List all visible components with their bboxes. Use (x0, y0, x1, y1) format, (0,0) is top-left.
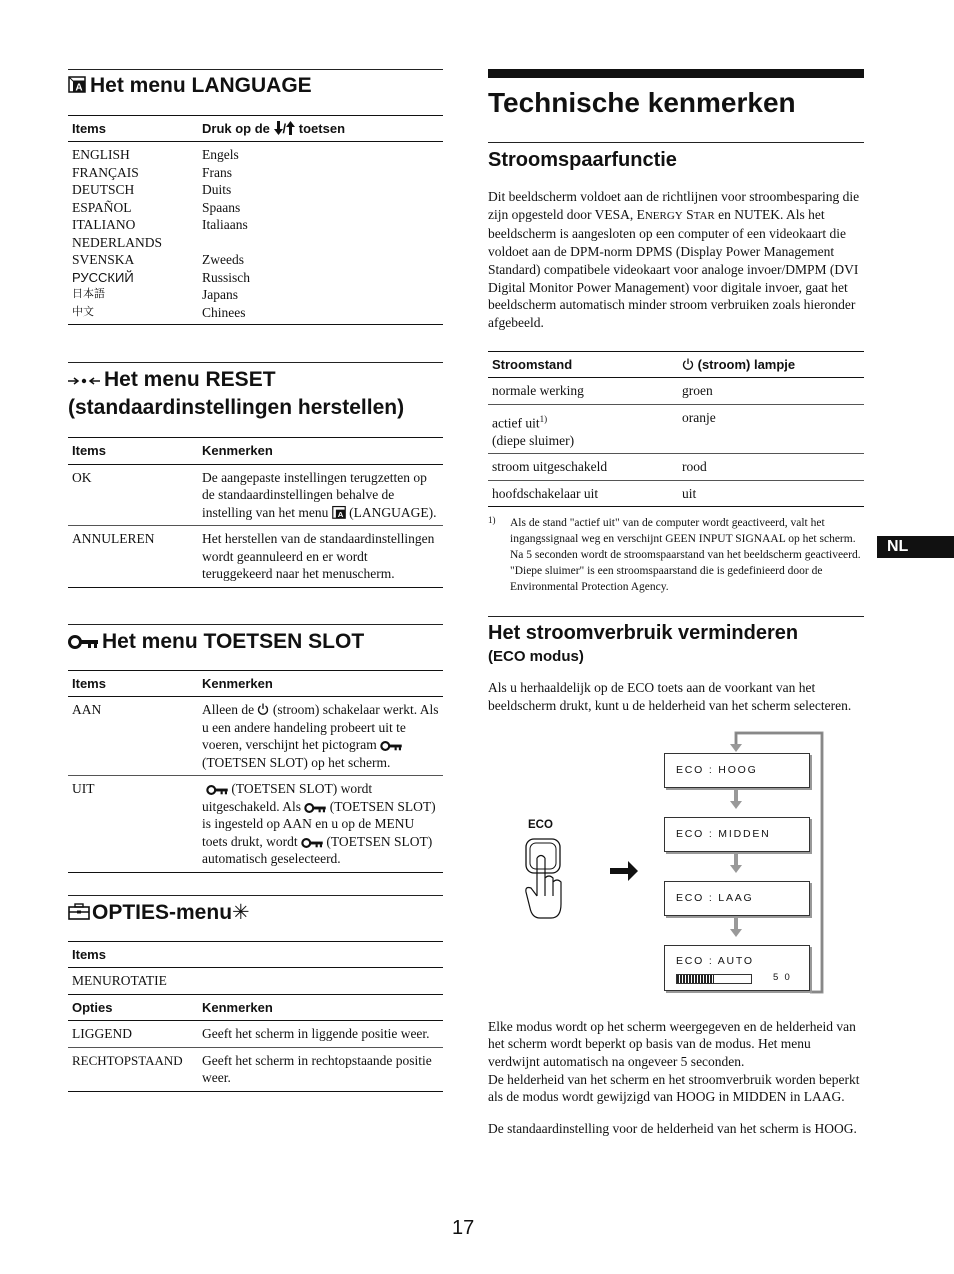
lock-title: Het menu TOETSEN SLOT (102, 629, 365, 653)
reset-title-line1: Het menu RESET (104, 368, 276, 392)
page-number: 17 (452, 1217, 475, 1239)
eco-mode-box (664, 881, 810, 916)
page-title: Technische kenmerken (488, 87, 796, 118)
language-item: РУССКИЙ (72, 269, 134, 285)
language-table (68, 115, 443, 326)
table-row (488, 480, 864, 507)
options-feature: Geeft het scherm in rechtopstaande positie weer. (198, 1047, 443, 1091)
table-row (68, 526, 443, 588)
language-item: ESPAÑOL (72, 199, 132, 215)
eco-after-1: Elke modus wordt op het scherm weergegeven en de helderheid van het scherm wordt beperkt op basis van de modus. Het menu verdwijnt automatisch na ongeveer 5 seconden. (488, 1018, 856, 1069)
lock-uit-text-b: (TOETSEN SLOT) is ingesteld op AAN en u op de MENU toets drukt, wordt (202, 798, 436, 849)
language-meaning: Engels (202, 147, 239, 163)
options-feature: Geeft het scherm in liggende positie weer. (198, 1021, 443, 1048)
lock-section (68, 624, 443, 873)
language-col-action-post: toetsen (298, 120, 346, 136)
options-table (68, 941, 443, 1092)
power-col-lamp (678, 351, 864, 378)
eco-subheading: (ECO modus) (488, 648, 584, 666)
reset-ok-text-a: De aangepaste instellingen terugzetten op de standaardinstellingen behalve de instelling van het menu (202, 469, 427, 520)
power-saving-heading: Stroomspaarfunctie (488, 149, 677, 171)
lock-uit-desc (198, 776, 443, 873)
power-col-lamp-label: (stroom) lampje (697, 356, 796, 372)
reset-cancel-item: ANNULEREN (68, 526, 198, 588)
eco-auto-value: 5 0 (773, 971, 792, 983)
power-mode (488, 404, 678, 454)
table-row (68, 776, 443, 873)
asterisk-icon: ✳ (232, 900, 250, 924)
power-mode: hoofdschakelaar uit (488, 480, 678, 507)
lock-heading (68, 628, 443, 656)
language-meaning: Japans (202, 287, 238, 303)
language-item: ENGLISH (72, 147, 130, 163)
power-mode-table (488, 351, 864, 508)
eco-mode-label: ECO : LAAG (676, 891, 754, 904)
options-col-features: Kenmerken (198, 994, 443, 1021)
power-icon (257, 703, 269, 716)
table-row (68, 1047, 443, 1091)
table-row (488, 378, 864, 405)
key-lock-icon (206, 785, 228, 795)
eco-default-note: De standaardinstelling voor de helderheid van het scherm is HOOG. (488, 1121, 857, 1137)
reset-ok-text-b: (LANGUAGE). (349, 504, 437, 520)
power-icon (682, 358, 694, 371)
reset-icon (68, 367, 100, 394)
table-row (68, 968, 443, 995)
reset-ok-item: OK (68, 464, 198, 526)
language-meaning: Frans (202, 164, 232, 180)
reset-ok-desc (198, 464, 443, 526)
power-mode-text-2: (diepe sluimer) (492, 432, 575, 448)
language-title: Het menu LANGUAGE (90, 74, 312, 97)
down-arrow-icon (274, 121, 283, 135)
language-col-action: Druk op de / toetsen (198, 115, 443, 142)
lock-table (68, 670, 443, 873)
lock-col-features: Kenmerken (198, 670, 443, 697)
power-mode: normale werking (488, 378, 678, 405)
lock-uit-text-a: (TOETSEN SLOT) wordt uitgeschakeld. Als (202, 781, 373, 814)
language-meaning: Italiaans (202, 217, 248, 233)
reset-section (68, 362, 443, 587)
language-heading (68, 72, 443, 100)
eco-auto-bar-fill (677, 975, 714, 983)
language-item: NEDERLANDS (72, 234, 162, 250)
key-lock-icon (301, 838, 323, 848)
lock-aan-item: AAN (68, 697, 198, 776)
language-menu-icon (68, 73, 86, 100)
table-row (68, 1021, 443, 1048)
power-lamp: oranje (678, 404, 864, 454)
language-col-action-pre: Druk op de (202, 120, 270, 136)
power-col-mode: Stroomstand (488, 351, 678, 378)
footnote-text-2: "Diepe sluimer" is een stroomspaarstand die is gedefinieerd door de Environmental Protection Agency. (510, 565, 823, 594)
eco-mode-box (664, 753, 810, 788)
eco-mode-box (664, 945, 810, 991)
svg-text:A: A (75, 82, 83, 93)
intro-text-a: Dit beeldscherm voldoet aan de richtlijnen voor stroombesparing die zijn opgesteld door VESA, E (488, 189, 860, 222)
reset-cancel-desc: Het herstellen van de standaardinstellingen wordt geannuleerd en er wordt teruggekeerd naar het menuscherm. (198, 526, 443, 588)
reset-table (68, 437, 443, 588)
toolbox-icon (68, 900, 90, 927)
language-meaning: Chinees (202, 304, 246, 320)
intro-star: TAR (693, 209, 715, 222)
language-item: 日本語 (72, 288, 105, 301)
options-heading (68, 899, 443, 927)
reset-col-features: Kenmerken (198, 438, 443, 465)
eco-mode-label: ECO : AUTO (676, 954, 754, 967)
footnote-mark: 1) (488, 515, 496, 526)
right-column (488, 69, 864, 1138)
eco-after-2: De helderheid van het scherm en het stroomverbruik worden beperkt als de modus wordt gewijzigd van HOOG in MIDDEN in LAAG. (488, 1071, 860, 1105)
lock-col-items: Items (68, 670, 198, 697)
intro-text-b: en NUTEK. Als het beeldscherm is aangesloten op een computer of een videokaart die voldoet aan de DPM-norm DPMS (Display Power Management Standard) compatibele videokaart voor analoge invoer/DMPM (DVI Digital Monitor Power Management) voor digitale invoer, gaat het beeldscherm automatisch minder stroom verbruiken zoals hieronder afgebeeld. (488, 206, 859, 330)
language-meaning: Zweeds (202, 252, 244, 268)
language-meaning: Russisch (202, 269, 251, 285)
power-saving-intro (488, 188, 864, 332)
language-meaning: Spaans (202, 199, 241, 215)
language-items-cell (68, 142, 198, 325)
options-col-options: Opties (68, 994, 198, 1021)
language-meaning: Duits (202, 182, 232, 198)
svg-text:A: A (337, 509, 344, 519)
power-lamp: uit (678, 480, 864, 507)
left-column (68, 69, 443, 1092)
up-arrow-icon (286, 121, 295, 135)
options-section (68, 895, 443, 1092)
language-item: ITALIANO (72, 217, 136, 233)
footnote-ref: 1) (539, 413, 548, 424)
footnote (488, 515, 864, 595)
lock-aan-text-b: (stroom) schakelaar werkt. Als u een andere handeling probeert uit te voeren, verschijnt het pictogram (202, 702, 439, 753)
lock-uit-text-c: (TOETSEN SLOT) automatisch geselecteerd. (202, 833, 433, 867)
language-meanings-cell (198, 142, 443, 325)
language-menu-icon (332, 505, 346, 519)
table-row (68, 697, 443, 776)
footnote-text-1: Als de stand "actief uit" van de computer wordt geactiveerd, valt het ingangssignaal weg en verschijnt GEEN INPUT SIGNAAL op het scherm. Na 5 seconden wordt de stroomspaarstand van het beeldscherm geactiveerd. (510, 517, 861, 562)
power-mode: stroom uitgeschakeld (488, 454, 678, 481)
eco-section (488, 616, 864, 1138)
language-item: DEUTSCH (72, 182, 135, 198)
reset-title-line2: (standaardinstellingen herstellen) (68, 396, 405, 420)
options-option: RECHTOPSTAAND (68, 1047, 198, 1091)
language-tab: NL (877, 536, 954, 558)
language-item: 中文 (72, 305, 94, 318)
options-menu-rotation: MENUROTATIE (72, 973, 167, 989)
intro-s: S (682, 206, 694, 222)
eco-heading: Het stroomverbruik verminderen (488, 622, 799, 645)
options-title: OPTIES-menu (92, 900, 233, 924)
eco-intro: Als u herhaaldelijk op de ECO toets aan de voorkant van het beeldscherm drukt, kunt u de helderheid van het scherm selecteren. (488, 680, 852, 713)
table-row (488, 454, 864, 481)
reset-col-items: Items (68, 438, 198, 465)
power-saving-section (488, 142, 864, 595)
lock-aan-text-c: (TOETSEN SLOT) op het scherm. (202, 754, 391, 770)
power-lamp: groen (678, 378, 864, 405)
key-lock-icon (304, 803, 326, 813)
language-item: SVENSKA (72, 252, 135, 268)
lock-uit-item: UIT (68, 776, 198, 873)
lock-aan-text-a: Alleen de (202, 702, 255, 718)
eco-mode-label: ECO : HOOG (676, 763, 758, 776)
eco-button[interactable] (526, 839, 560, 873)
power-mode-text: actief uit (492, 415, 540, 431)
power-lamp: rood (678, 454, 864, 481)
eco-button-label: ECO (528, 818, 553, 831)
language-section (68, 69, 443, 325)
table-row (488, 404, 864, 454)
intro-energy: NERGY (644, 209, 683, 222)
options-option: LIGGEND (68, 1021, 198, 1048)
options-col-items: Items (68, 941, 443, 968)
language-meaning (202, 234, 439, 252)
title-bar (488, 69, 864, 78)
language-item: FRANÇAIS (72, 164, 139, 180)
language-col-items: Items (68, 115, 198, 142)
reset-heading (68, 366, 443, 421)
key-lock-icon (380, 741, 402, 751)
table-row (68, 464, 443, 526)
eco-mode-label: ECO : MIDDEN (676, 827, 771, 840)
key-lock-icon (68, 629, 98, 656)
lock-aan-desc (198, 697, 443, 776)
eco-diagram (488, 728, 864, 1018)
eco-mode-box (664, 817, 810, 852)
eco-auto-bar (676, 974, 752, 984)
